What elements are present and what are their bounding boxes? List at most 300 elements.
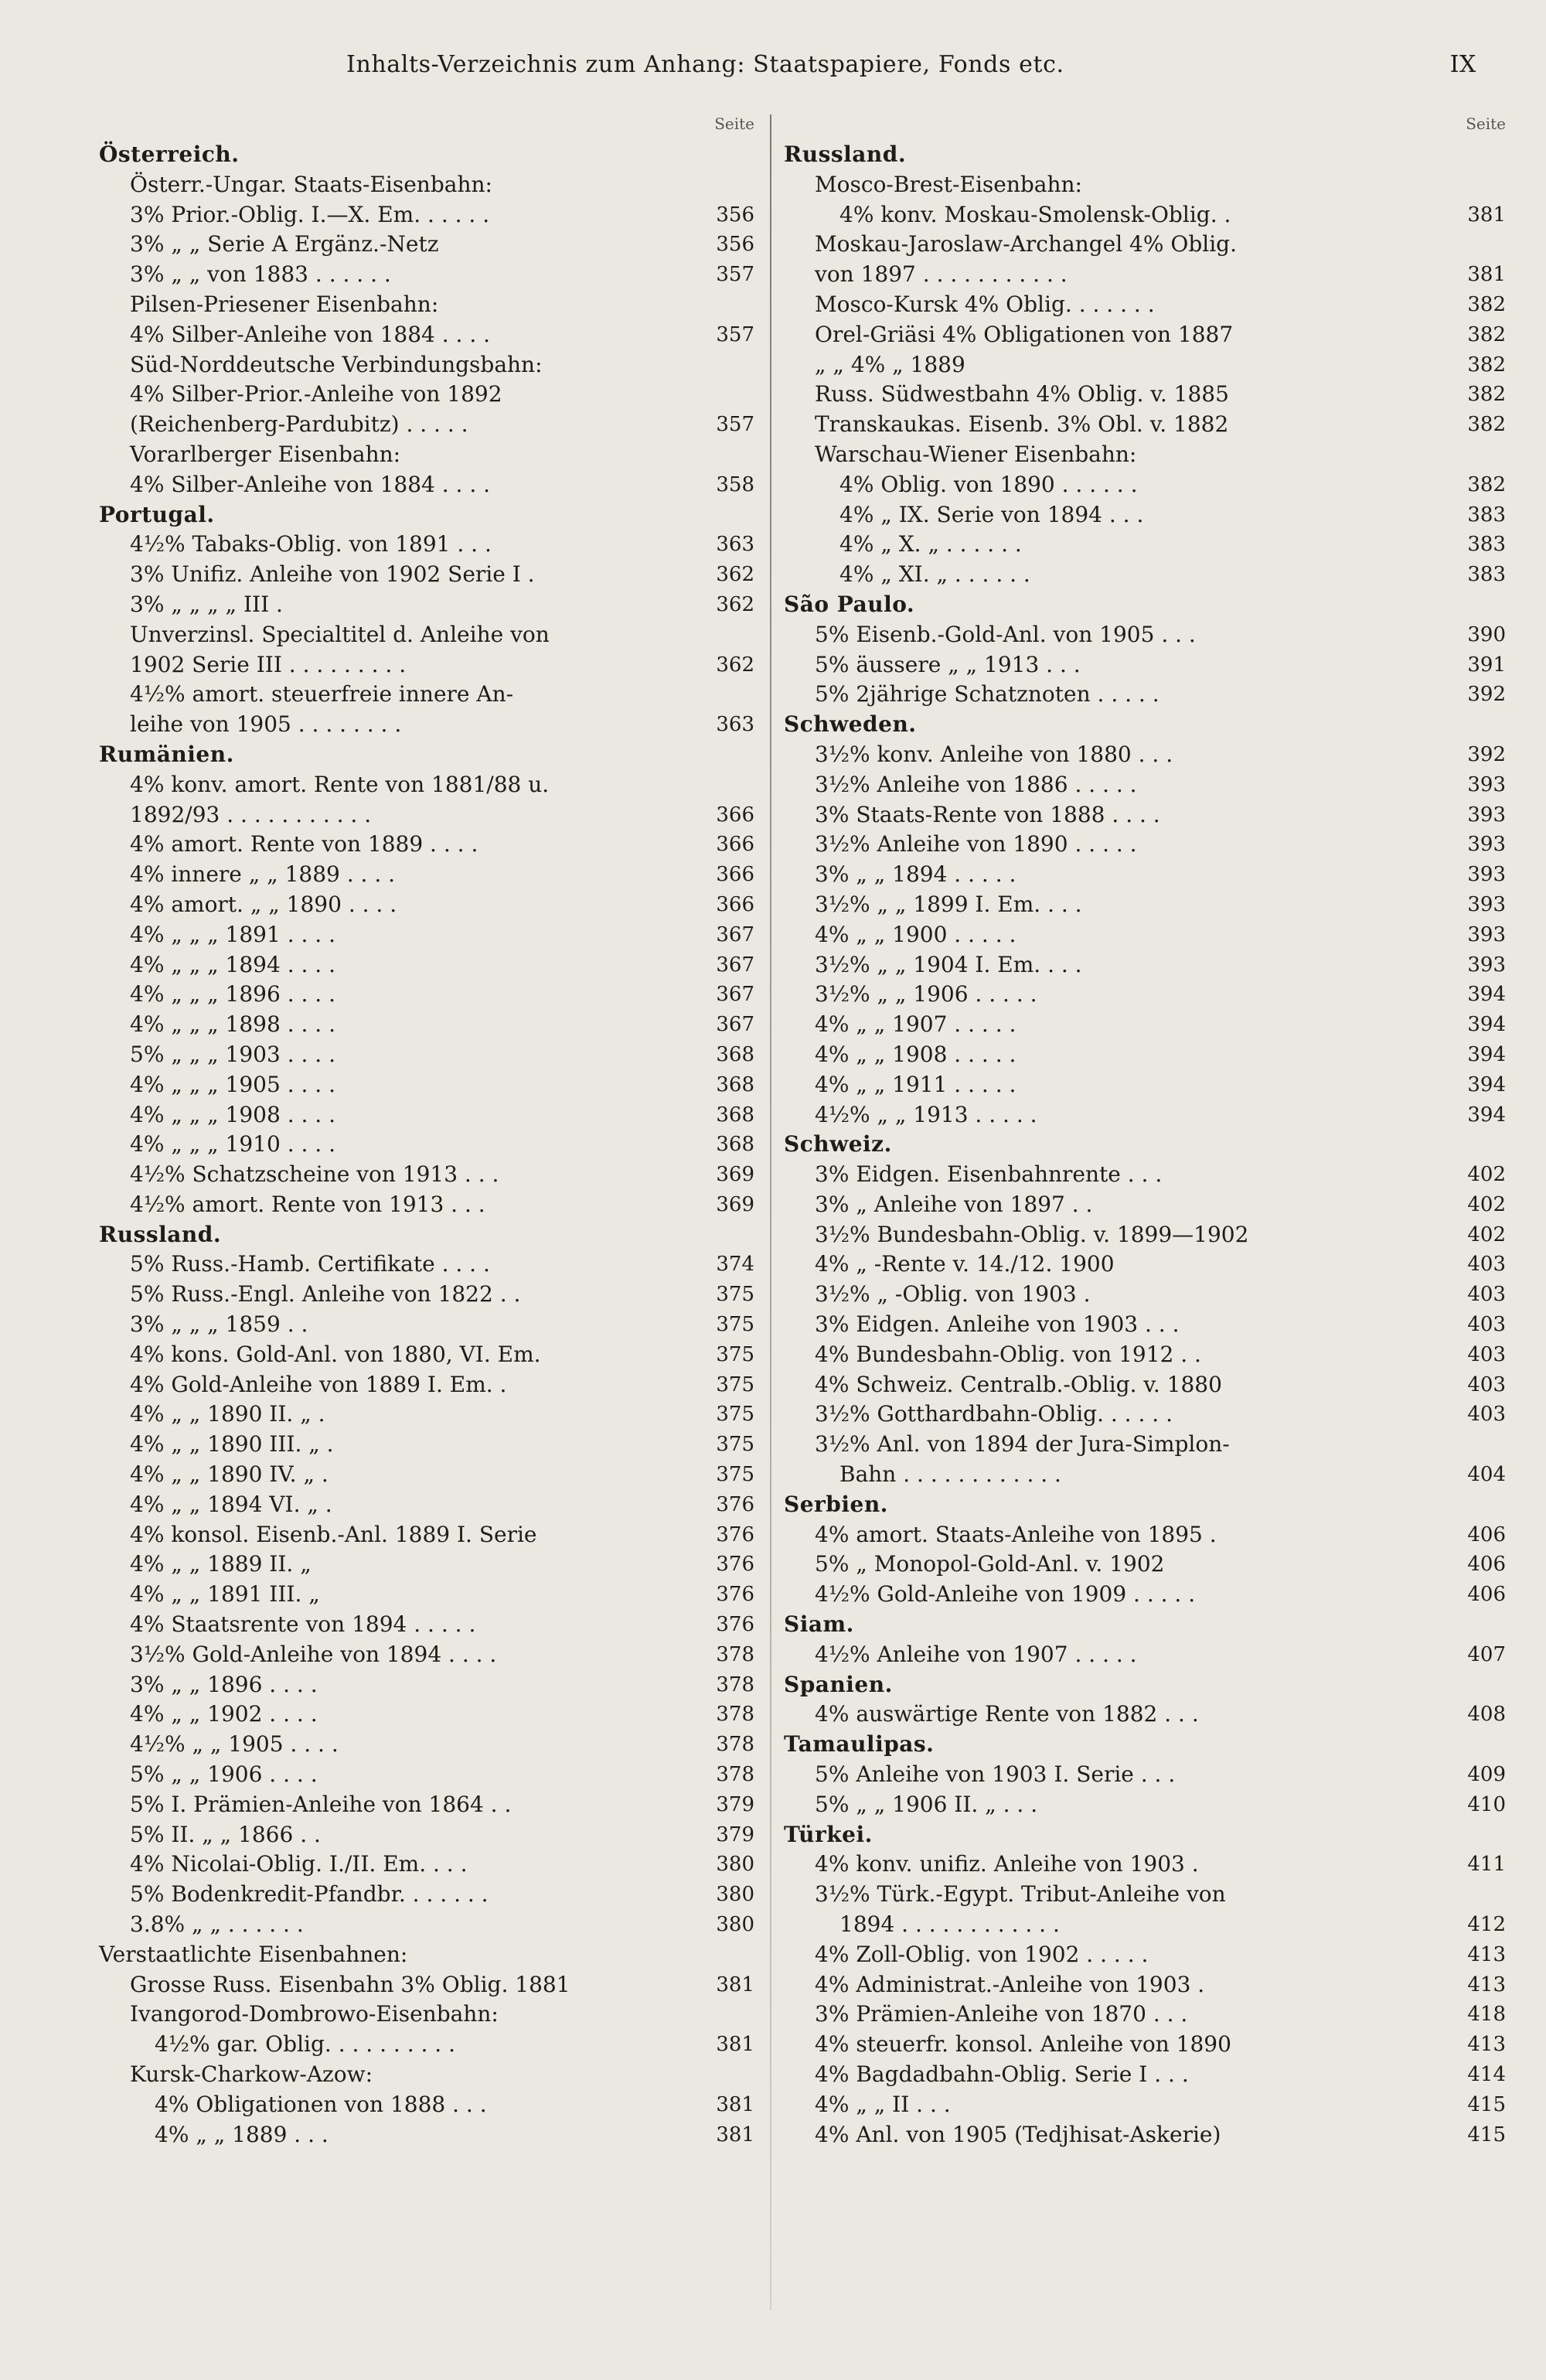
index-entry xyxy=(99,2000,754,2030)
index-entry xyxy=(784,2030,1506,2060)
page-ref: 366 xyxy=(716,892,754,916)
page-ref: 394 xyxy=(1467,1072,1506,1096)
index-entry xyxy=(99,1700,754,1730)
entry-text: 4% „ „ 1900 . . . . . xyxy=(815,921,1016,947)
section-heading xyxy=(784,1820,1506,1850)
page-ref: 410 xyxy=(1467,1792,1506,1816)
entry-text: 3% „ „ Serie A Ergänz.-Netz xyxy=(130,231,439,257)
page-ref: 393 xyxy=(1467,833,1506,857)
entry-text: 5% I. Prämien-Anleihe von 1864 . . xyxy=(130,1791,512,1817)
index-entry xyxy=(99,1580,754,1610)
index-entry xyxy=(784,1910,1506,1940)
seite-label-right: Seite xyxy=(1466,114,1506,133)
index-entry xyxy=(784,1430,1506,1460)
page-ref: 403 xyxy=(1467,1403,1506,1427)
page-ref: 375 xyxy=(716,1372,754,1396)
index-entry xyxy=(784,740,1506,770)
entry-text: Moskau-Jaroslaw-Archangel 4% Oblig. xyxy=(815,231,1237,257)
page-ref: 368 xyxy=(716,1133,754,1157)
page-ref: 362 xyxy=(716,653,754,677)
entry-text: 1894 . . . . . . . . . . . . xyxy=(839,1911,1060,1938)
index-entry xyxy=(784,290,1506,320)
entry-text: 4½% gar. Oblig. . . . . . . . . . xyxy=(155,2031,456,2058)
page-ref: 381 xyxy=(716,2092,754,2116)
entry-text: 3% „ „ von 1883 . . . . . . xyxy=(130,261,391,288)
index-entry xyxy=(784,2060,1506,2090)
index-entry xyxy=(99,1970,754,2000)
entry-text: 3½% „ „ 1904 I. Em. . . . xyxy=(815,951,1082,977)
index-entry xyxy=(99,260,754,290)
page-ref: 367 xyxy=(716,953,754,977)
entry-text: 5% „ Monopol-Gold-Anl. v. 1902 xyxy=(815,1551,1165,1577)
section-heading xyxy=(784,140,1506,170)
page-ref: 394 xyxy=(1467,1042,1506,1066)
page-ref: 408 xyxy=(1467,1703,1506,1727)
page-ref: 403 xyxy=(1467,1313,1506,1337)
section-heading xyxy=(784,1130,1506,1160)
index-entry xyxy=(784,440,1506,470)
page-ref: 356 xyxy=(716,203,754,227)
entry-text: 3½% Bundesbahn-Oblig. v. 1899—1902 xyxy=(815,1221,1249,1247)
entry-text: 3% „ „ 1896 . . . . xyxy=(130,1671,318,1697)
entry-text: Serbien. xyxy=(784,1491,888,1517)
entry-text: Ivangorod-Dombrowo-Eisenbahn: xyxy=(130,2001,499,2027)
entry-text: 5% Russ.-Hamb. Certifikate . . . . xyxy=(130,1251,490,1277)
entry-text: 4% Bundesbahn-Oblig. von 1912 . . xyxy=(815,1341,1201,1367)
entry-text: 4% „ „ II . . . xyxy=(815,2091,951,2117)
index-entry xyxy=(99,1730,754,1760)
index-entry xyxy=(99,1760,754,1790)
page-ref: 382 xyxy=(1467,322,1506,346)
entry-text: 4% konsol. Eisenb.-Anl. 1889 I. Serie xyxy=(130,1521,537,1547)
page-ref: 412 xyxy=(1467,1913,1506,1937)
index-entry xyxy=(99,380,754,410)
index-entry xyxy=(784,980,1506,1010)
page-ref: 368 xyxy=(716,1042,754,1066)
index-entry xyxy=(99,1940,754,1970)
index-entry xyxy=(784,1310,1506,1340)
index-entry xyxy=(784,1790,1506,1820)
entry-text: 3% Prior.-Oblig. I.—X. Em. . . . . . xyxy=(130,201,490,227)
index-entry xyxy=(99,890,754,920)
entry-text: 5% „ „ „ 1903 . . . . xyxy=(130,1041,335,1067)
page-ref: 375 xyxy=(716,1313,754,1337)
index-entry xyxy=(99,200,754,230)
page-ref: 393 xyxy=(1467,892,1506,916)
entry-text: 4% Obligationen von 1888 . . . xyxy=(155,2091,487,2117)
entry-text: 4% steuerfr. konsol. Anleihe von 1890 xyxy=(815,2031,1231,2058)
entry-text: 3% „ „ „ „ III . xyxy=(130,591,283,617)
entry-text: 3½% Anleihe von 1890 . . . . . xyxy=(815,831,1137,858)
entry-text: 4½% Gold-Anleihe von 1909 . . . . . xyxy=(815,1581,1196,1608)
page-ref: 382 xyxy=(1467,292,1506,316)
page-ref: 366 xyxy=(716,803,754,827)
page-ref: 391 xyxy=(1467,653,1506,677)
index-entry xyxy=(99,1640,754,1670)
page-ref: 402 xyxy=(1467,1192,1506,1216)
index-entry xyxy=(784,1640,1506,1670)
index-entry xyxy=(784,1010,1506,1040)
entry-text: Österr.-Ungar. Staats-Eisenbahn: xyxy=(130,171,492,197)
entry-text: 4½% „ „ 1905 . . . . xyxy=(130,1731,339,1758)
page-ref: 381 xyxy=(716,2123,754,2146)
index-entry xyxy=(99,1400,754,1430)
entry-text: 4% amort. „ „ 1890 . . . . xyxy=(130,891,397,917)
page-ref: 376 xyxy=(716,1583,754,1607)
entry-text: 5% Anleihe von 1903 I. Serie . . . xyxy=(815,1761,1176,1788)
page-ref: 394 xyxy=(1467,983,1506,1007)
page-ref: 367 xyxy=(716,983,754,1007)
entry-text: 1892/93 . . . . . . . . . . . xyxy=(130,801,372,827)
index-entry xyxy=(99,170,754,200)
entry-text: 4% „ „ „ 1898 . . . . xyxy=(130,1011,335,1038)
index-entry xyxy=(784,1970,1506,2000)
entry-text: 4% Silber-Anleihe von 1884 . . . . xyxy=(130,321,491,347)
page-ref: 356 xyxy=(716,233,754,257)
page-ref: 380 xyxy=(716,1883,754,1907)
entry-text: 4% Gold-Anleihe von 1889 I. Em. . xyxy=(130,1371,507,1397)
index-entry xyxy=(99,530,754,560)
page-ref: 378 xyxy=(716,1763,754,1787)
page-ref: 394 xyxy=(1467,1103,1506,1127)
index-entry xyxy=(784,1460,1506,1490)
entry-text: 4% „ „ „ 1908 . . . . xyxy=(130,1101,335,1127)
entry-text: Russ. Südwestbahn 4% Oblig. v. 1885 xyxy=(815,381,1229,407)
index-entry xyxy=(99,350,754,380)
page-ref: 393 xyxy=(1467,953,1506,977)
entry-text: 4% Administrat.-Anleihe von 1903 . xyxy=(815,1971,1205,1997)
index-entry xyxy=(99,1820,754,1850)
entry-text: 5% Eisenb.-Gold-Anl. von 1905 . . . xyxy=(815,621,1196,647)
entry-text: Verstaatlichte Eisenbahnen: xyxy=(99,1941,408,1967)
index-entry xyxy=(99,830,754,860)
index-entry xyxy=(784,560,1506,590)
entry-text: 3% Staats-Rente von 1888 . . . . xyxy=(815,801,1160,827)
entry-text: 4½% „ „ 1913 . . . . . xyxy=(815,1101,1037,1127)
index-entry xyxy=(99,440,754,470)
page-ref: 380 xyxy=(716,1853,754,1877)
page-ref: 403 xyxy=(1467,1342,1506,1366)
index-entry xyxy=(99,1160,754,1190)
section-heading xyxy=(784,1670,1506,1700)
page-ref: 382 xyxy=(1467,472,1506,496)
section-heading xyxy=(99,500,754,530)
index-entry xyxy=(784,1250,1506,1280)
page-ref: 402 xyxy=(1467,1163,1506,1187)
page-ref: 406 xyxy=(1467,1522,1506,1546)
index-entry xyxy=(784,380,1506,410)
entry-text: 4% „ „ 1894 VI. „ . xyxy=(130,1491,332,1517)
page-ref: 378 xyxy=(716,1733,754,1757)
entry-text: Unverzinsl. Specialtitel d. Anleihe von xyxy=(130,621,550,647)
index-entry xyxy=(784,2120,1506,2150)
entry-text: 3% Eidgen. Anleihe von 1903 . . . xyxy=(815,1311,1180,1338)
index-entry xyxy=(784,260,1506,290)
page-ref: 358 xyxy=(716,472,754,496)
entry-text: 3½% „ „ 1906 . . . . . xyxy=(815,981,1037,1008)
index-entry xyxy=(99,770,754,800)
entry-text: 5% Bodenkredit-Pfandbr. . . . . . . xyxy=(130,1881,489,1908)
index-entry xyxy=(99,1670,754,1700)
page-ref: 369 xyxy=(716,1163,754,1187)
entry-text: 3% „ Anleihe von 1897 . . xyxy=(815,1191,1093,1217)
entry-text: 4% „ IX. Serie von 1894 . . . xyxy=(839,501,1144,527)
index-entry xyxy=(784,1850,1506,1880)
index-entry xyxy=(99,320,754,350)
entry-text: 5% „ „ 1906 II. „ . . . xyxy=(815,1791,1038,1817)
entry-text: Warschau-Wiener Eisenbahn: xyxy=(815,441,1137,467)
index-entry xyxy=(784,680,1506,710)
entry-text: 4½% Schatzscheine von 1913 . . . xyxy=(130,1161,499,1188)
index-entry xyxy=(99,1340,754,1370)
page-ref: 376 xyxy=(716,1492,754,1516)
index-entry xyxy=(99,1370,754,1400)
entry-text: 1902 Serie III . . . . . . . . . xyxy=(130,651,407,677)
index-entry xyxy=(99,680,754,710)
index-entry xyxy=(99,1040,754,1070)
index-entry xyxy=(784,530,1506,560)
entry-text: 5% II. „ „ 1866 . . xyxy=(130,1821,321,1847)
entry-text: 3% „ „ „ 1859 . . xyxy=(130,1311,308,1338)
index-entry xyxy=(99,1430,754,1460)
entry-text: Rumänien. xyxy=(99,741,234,767)
index-entry xyxy=(99,1310,754,1340)
entry-text: 4½% amort. Rente von 1913 . . . xyxy=(130,1191,485,1217)
entry-text: 3% Prämien-Anleihe von 1870 . . . xyxy=(815,2001,1188,2027)
entry-text: 4% „ „ „ 1894 . . . . xyxy=(130,951,335,977)
index-entry xyxy=(99,1910,754,1940)
page-ref: 414 xyxy=(1467,2063,1506,2086)
page-ref: 383 xyxy=(1467,563,1506,587)
page-ref: 409 xyxy=(1467,1763,1506,1787)
page-ref: 418 xyxy=(1467,2003,1506,2027)
entry-text: Tamaulipas. xyxy=(784,1731,935,1758)
index-entry xyxy=(99,2120,754,2150)
page-ref: 381 xyxy=(716,1973,754,1996)
page-ref: 367 xyxy=(716,1013,754,1037)
entry-text: 4% „ „ 1907 . . . . . xyxy=(815,1011,1016,1038)
page-ref: 383 xyxy=(1467,533,1506,557)
index-entry xyxy=(99,980,754,1010)
index-entry xyxy=(784,1400,1506,1430)
page-ref: 413 xyxy=(1467,2033,1506,2057)
right-column xyxy=(784,114,1506,2150)
entry-text: leihe von 1905 . . . . . . . . xyxy=(130,711,402,738)
page-ref: 406 xyxy=(1467,1583,1506,1607)
page-ref: 378 xyxy=(716,1703,754,1727)
index-columns xyxy=(99,114,1506,2318)
page-ref: 363 xyxy=(716,713,754,737)
section-heading xyxy=(99,1220,754,1250)
page-ref: 415 xyxy=(1467,2123,1506,2146)
entry-text: 4½% Tabaks-Oblig. von 1891 . . . xyxy=(130,531,492,557)
page-ref: 383 xyxy=(1467,503,1506,527)
entry-text: Österreich. xyxy=(99,142,240,167)
page-ref: 403 xyxy=(1467,1283,1506,1307)
entry-text: 4% „ „ 1891 III. „ xyxy=(130,1581,320,1608)
entry-text: 4% „ -Rente v. 14./12. 1900 xyxy=(815,1251,1115,1277)
entry-text: 3½% „ -Oblig. von 1903 . xyxy=(815,1281,1091,1308)
entry-text: Grosse Russ. Eisenbahn 3% Oblig. 1881 xyxy=(130,1971,570,1997)
entry-text: Portugal. xyxy=(99,501,215,527)
section-heading xyxy=(784,590,1506,620)
section-heading xyxy=(99,740,754,770)
index-entry xyxy=(99,1190,754,1220)
page-ref: 381 xyxy=(1467,263,1506,287)
seite-label-left: Seite xyxy=(714,114,754,133)
index-entry xyxy=(784,1550,1506,1580)
index-entry xyxy=(99,1280,754,1310)
page-ref: 376 xyxy=(716,1613,754,1637)
index-entry xyxy=(99,410,754,440)
page-ref: 378 xyxy=(716,1672,754,1696)
entry-text: 4% auswärtige Rente von 1882 . . . xyxy=(815,1701,1199,1727)
index-entry xyxy=(99,2090,754,2120)
index-entry xyxy=(784,800,1506,830)
page-ref: 368 xyxy=(716,1103,754,1127)
entry-text: 3½% Anl. von 1894 der Jura-Simplon- xyxy=(815,1431,1230,1458)
section-heading xyxy=(784,710,1506,740)
index-entry xyxy=(784,230,1506,260)
page-ref: 368 xyxy=(716,1072,754,1096)
page-ref: 366 xyxy=(716,833,754,857)
entry-text: Mosco-Kursk 4% Oblig. . . . . . . xyxy=(815,291,1155,317)
entry-text: 3% Unifiz. Anleihe von 1902 Serie I . xyxy=(130,561,535,588)
entry-text: 3½% Türk.-Egypt. Tribut-Anleihe von xyxy=(815,1881,1226,1908)
page-ref: 407 xyxy=(1467,1642,1506,1666)
entry-text: 4% Zoll-Oblig. von 1902 . . . . . xyxy=(815,1941,1149,1967)
index-entry xyxy=(99,1130,754,1160)
entry-text: Kursk-Charkow-Azow: xyxy=(130,2061,373,2087)
index-entry xyxy=(784,1160,1506,1190)
index-entry xyxy=(784,650,1506,680)
page-ref: 393 xyxy=(1467,863,1506,887)
page-ref: 367 xyxy=(716,922,754,946)
index-entry xyxy=(784,1340,1506,1370)
index-entry xyxy=(784,1070,1506,1100)
index-entry xyxy=(99,1490,754,1520)
page-ref: 382 xyxy=(1467,413,1506,437)
index-entry xyxy=(99,620,754,650)
page-title: Inhalts-Verzeichnis zum Anhang: Staatspapiere, Fonds etc. xyxy=(346,51,1064,78)
entry-text: 3½% Gold-Anleihe von 1894 . . . . xyxy=(130,1641,497,1667)
index-entry xyxy=(784,500,1506,530)
page-ref: 381 xyxy=(1467,203,1506,227)
entry-text: Schweden. xyxy=(784,711,917,738)
entry-text: 4% amort. Staats-Anleihe von 1895 . xyxy=(815,1521,1217,1547)
index-entry xyxy=(99,800,754,830)
entry-text: 4% „ „ „ 1905 . . . . xyxy=(130,1071,335,1097)
index-entry xyxy=(99,1790,754,1820)
index-entry xyxy=(784,1280,1506,1310)
index-entry xyxy=(99,2030,754,2060)
page-header xyxy=(99,51,1506,85)
index-entry xyxy=(784,830,1506,860)
index-entry xyxy=(99,1010,754,1040)
entry-text: 4% Staatsrente von 1894 . . . . . xyxy=(130,1611,476,1638)
entry-text: São Paulo. xyxy=(784,591,915,617)
entry-text: 4% Anl. von 1905 (Tedjhisat-Askerie) xyxy=(815,2121,1221,2147)
index-entry xyxy=(99,470,754,500)
entry-text: 4% Nicolai-Oblig. I./II. Em. . . . xyxy=(130,1851,468,1877)
index-entry xyxy=(784,350,1506,380)
index-entry xyxy=(99,1610,754,1640)
page-ref: 382 xyxy=(1467,383,1506,407)
entry-text: (Reichenberg-Pardubitz) . . . . . xyxy=(130,411,468,438)
page-ref: 363 xyxy=(716,533,754,557)
entry-text: Bahn . . . . . . . . . . . . xyxy=(839,1461,1061,1488)
index-entry xyxy=(784,860,1506,890)
entry-text: 4% „ „ „ 1891 . . . . xyxy=(130,921,335,947)
entry-text: von 1897 . . . . . . . . . . . xyxy=(815,261,1068,288)
page-ref: 362 xyxy=(716,592,754,616)
entry-text: 4% „ „ 1890 IV. „ . xyxy=(130,1461,329,1488)
index-entry xyxy=(99,1460,754,1490)
index-entry xyxy=(784,1880,1506,1910)
entry-text: 3% Eidgen. Eisenbahnrente . . . xyxy=(815,1161,1163,1188)
index-entry xyxy=(99,230,754,260)
section-heading xyxy=(784,1730,1506,1760)
entry-text: Orel-Griäsi 4% Obligationen von 1887 xyxy=(815,321,1234,347)
column-divider xyxy=(770,114,771,2310)
index-entry xyxy=(99,2060,754,2090)
page-ref: 369 xyxy=(716,1192,754,1216)
entry-text: Pilsen-Priesener Eisenbahn: xyxy=(130,291,439,317)
page-ref: 376 xyxy=(716,1522,754,1546)
index-entry xyxy=(784,410,1506,440)
page-ref: 402 xyxy=(1467,1222,1506,1246)
index-entry xyxy=(99,1520,754,1550)
page-ref: 357 xyxy=(716,322,754,346)
entry-text: 3½% Anleihe von 1886 . . . . . xyxy=(815,771,1137,797)
entry-text: 3½% Gotthardbahn-Oblig. . . . . . xyxy=(815,1401,1173,1427)
entry-text: 4% „ „ 1889 . . . xyxy=(155,2121,329,2147)
index-entry xyxy=(99,1550,754,1580)
index-entry xyxy=(99,710,754,740)
entry-text: Schweiz. xyxy=(784,1131,892,1158)
entry-text: 4% amort. Rente von 1889 . . . . xyxy=(130,831,478,858)
entry-text: Russland. xyxy=(784,142,907,167)
entry-text: 4% Silber-Anleihe von 1884 . . . . xyxy=(130,471,491,497)
page-ref: 379 xyxy=(716,1792,754,1816)
entry-text: 4½% amort. steuerfreie innere An- xyxy=(130,681,514,708)
index-entry xyxy=(99,1880,754,1910)
page-ref: 393 xyxy=(1467,922,1506,946)
index-entry xyxy=(784,320,1506,350)
page-ref: 392 xyxy=(1467,683,1506,707)
index-entry xyxy=(99,1250,754,1280)
entry-text: 5% „ „ 1906 . . . . xyxy=(130,1761,318,1788)
entry-text: 4% „ „ 1890 III. „ . xyxy=(130,1431,334,1458)
entry-text: 4% Bagdadbahn-Oblig. Serie I . . . xyxy=(815,2061,1189,2087)
index-entry xyxy=(784,950,1506,980)
entry-text: 4% Silber-Prior.-Anleihe von 1892 xyxy=(130,381,502,407)
page-ref: 374 xyxy=(716,1253,754,1277)
entry-text: 4% „ „ „ 1896 . . . . xyxy=(130,981,335,1008)
index-entry xyxy=(784,1040,1506,1070)
page-ref: 357 xyxy=(716,413,754,437)
section-heading xyxy=(784,1490,1506,1520)
entry-text: 4½% Anleihe von 1907 . . . . . xyxy=(815,1641,1137,1667)
index-entry xyxy=(784,1100,1506,1130)
page-ref: 375 xyxy=(716,1283,754,1307)
entry-text: Vorarlberger Eisenbahn: xyxy=(130,441,401,467)
entry-text: 3.8% „ „ . . . . . . xyxy=(130,1911,304,1938)
page-ref: 390 xyxy=(1467,622,1506,646)
entry-text: 4% Schweiz. Centralb.-Oblig. v. 1880 xyxy=(815,1371,1222,1397)
entry-text: 4% innere „ „ 1889 . . . . xyxy=(130,861,396,888)
entry-text: Türkei. xyxy=(784,1821,873,1847)
